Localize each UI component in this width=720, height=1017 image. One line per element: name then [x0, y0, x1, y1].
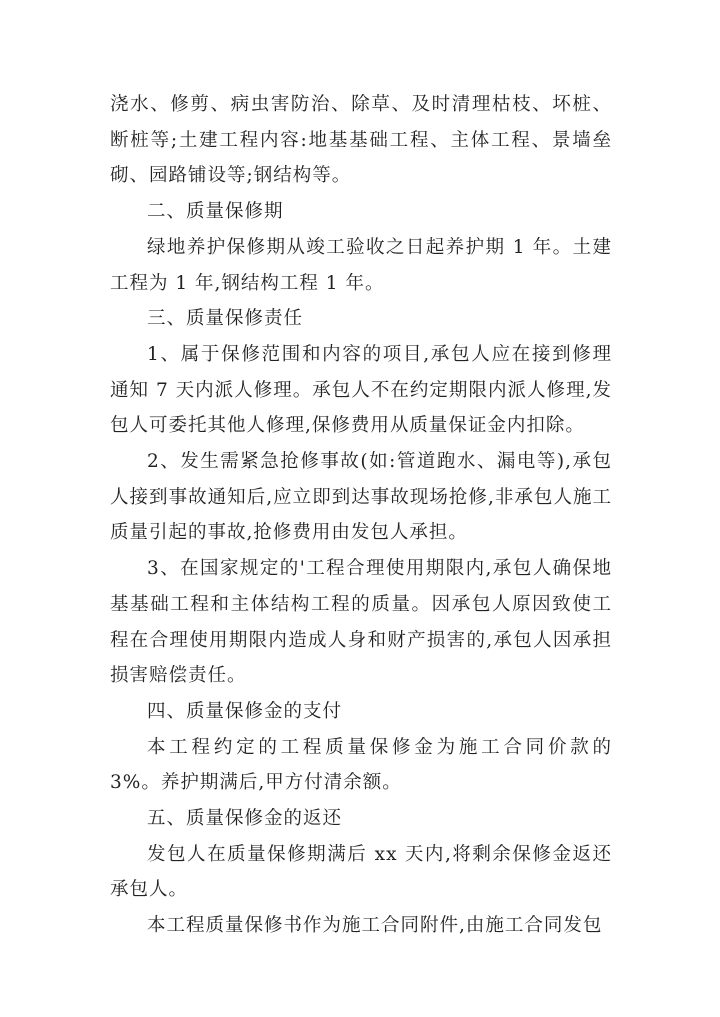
paragraph-scope-continuation: 浇水、修剪、病虫害防治、除草、及时清理枯枝、坏桩、断桩等;土建工程内容:地基基础工程、主体工程、景墙垒砌、园路铺设等;钢结构等。: [110, 94, 612, 187]
paragraph-warranty-period: 绿地养护保修期从竣工验收之日起养护期 1 年。土建工程为 1 年,钢结构工程 1 年。: [110, 236, 612, 294]
section-heading-deposit-payment: 四、质量保修金的支付: [147, 700, 343, 722]
document-body: [110, 87, 612, 944]
section-heading-deposit-return: 五、质量保修金的返还: [147, 808, 343, 830]
section-heading-warranty-period: 二、质量保修期: [147, 201, 284, 223]
paragraph-responsibility-2: 2、发生需紧急抢修事故(如:管道跑水、漏电等),承包人接到事故通知后,应立即到达事故现场抢修,非承包人施工质量引起的事故,抢修费用由发包人承担。: [110, 451, 612, 544]
paragraph-appendix-note: 本工程质量保修书作为施工合同附件,由施工合同发包: [147, 915, 603, 937]
paragraph-responsibility-3: 3、在国家规定的'工程合理使用期限内,承包人确保地基基础工程和主体结构工程的质量。因承包人原因致使工程在合理使用期限内造成人身和财产损害的,承包人因承担损害赔偿责任。: [110, 558, 612, 687]
paragraph-deposit-return: 发包人在质量保修期满后 xx 天内,将剩余保修金返还承包人。: [110, 843, 612, 901]
section-heading-warranty-responsibility: 三、质量保修责任: [147, 308, 304, 330]
paragraph-deposit-payment: 本工程约定的工程质量保修金为施工合同价款的 3%。养护期满后,甲方付清余额。: [110, 736, 612, 794]
paragraph-responsibility-1: 1、属于保修范围和内容的项目,承包人应在接到修理通知 7 天内派人修理。承包人不在约定期限内派人修理,发包人可委托其他人修理,保修费用从质量保证金内扣除。: [110, 343, 612, 437]
